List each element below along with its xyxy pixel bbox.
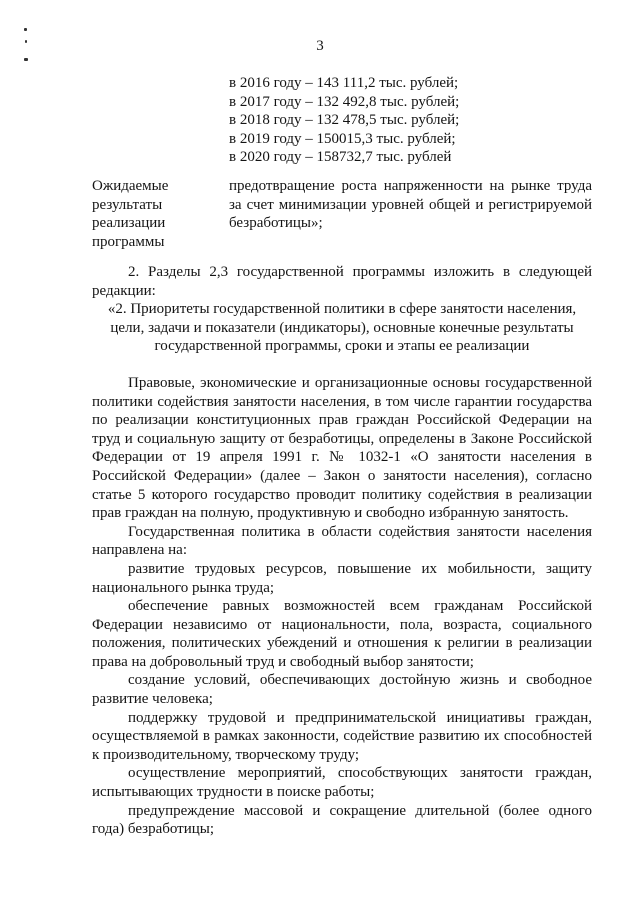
budget-line: в 2016 году – 143 111,2 тыс. рублей;: [229, 75, 459, 91]
budget-list: [229, 74, 459, 167]
budget-line: в 2019 году – 150015,3 тыс. рублей;: [229, 130, 456, 147]
budget-line: в 2018 году – 132 478,5 тыс. рублей;: [229, 112, 460, 128]
body-paragraph: предупреждение массовой и сокращение длительной (более одного года) безработицы;: [92, 802, 592, 838]
body-paragraph: создание условий, обеспечивающих достойную жизнь и свободное развитие человека;: [92, 672, 592, 708]
budget-line: в 2017 году – 132 492,8 тыс. рублей;: [229, 93, 460, 110]
body-paragraph: обеспечение равных возможностей всем гражданам Российской Федерации независимо от национальности, пола, возраста, социального положения, политических убеждений и отношения к религии в реализации права на добровольный труд и свободный выбор занятости;: [92, 598, 592, 670]
body-paragraph: Правовые, экономические и организационные основы государственной политики содействия занятости населения, в том числе гарантии государства по реализации конституционных прав граждан Российской Федерации на труд и социальную защиту от безработицы, определены в Законе Российской Федерации от 19 апреля 1991 г. № 1032-1 «О занятости населения в Российской Федерации» (далее – Закон о занятости населения), согласно статье 5 которого государство проводит политику содействия в реализации прав граждан на полную, продуктивную и свободно избранную занятость.: [92, 374, 592, 522]
section-heading: «2. Приоритеты государственной политики в сфере занятости населения, цели, задачи и показатели (индикаторы), основные конечные результаты государственной программы, сроки и этапы ее реализации: [107, 301, 577, 355]
page-number: 3: [316, 38, 324, 54]
expected-results-label: Ожидаемые результаты реализации программы: [92, 178, 169, 250]
document-body: [92, 263, 592, 839]
budget-line: в 2020 году – 158732,7 тыс. рублей: [229, 149, 452, 165]
expected-results-value: предотвращение роста напряженности на рынке труда за счет минимизации уровней общей и регистрируемой безработицы»;: [229, 178, 592, 231]
body-paragraph: поддержку трудовой и предпринимательской инициативы граждан, осуществляемой в рамках законности, содействие развитию их способностей к производительному, творческому труду;: [92, 709, 592, 763]
section-instruction: 2. Разделы 2,3 государственной программы изложить в следующей редакции:: [92, 264, 592, 299]
scan-artifact: [24, 58, 28, 61]
scan-artifact: [24, 28, 27, 31]
body-paragraph: Государственная политика в области содействия занятости населения направлена на:: [92, 523, 592, 559]
body-paragraph: развитие трудовых ресурсов, повышение их мобильности, защиту национального рынка труда;: [92, 560, 592, 596]
body-paragraph: осуществление мероприятий, способствующих занятости граждан, испытывающих трудности в поиске работы;: [92, 765, 592, 801]
